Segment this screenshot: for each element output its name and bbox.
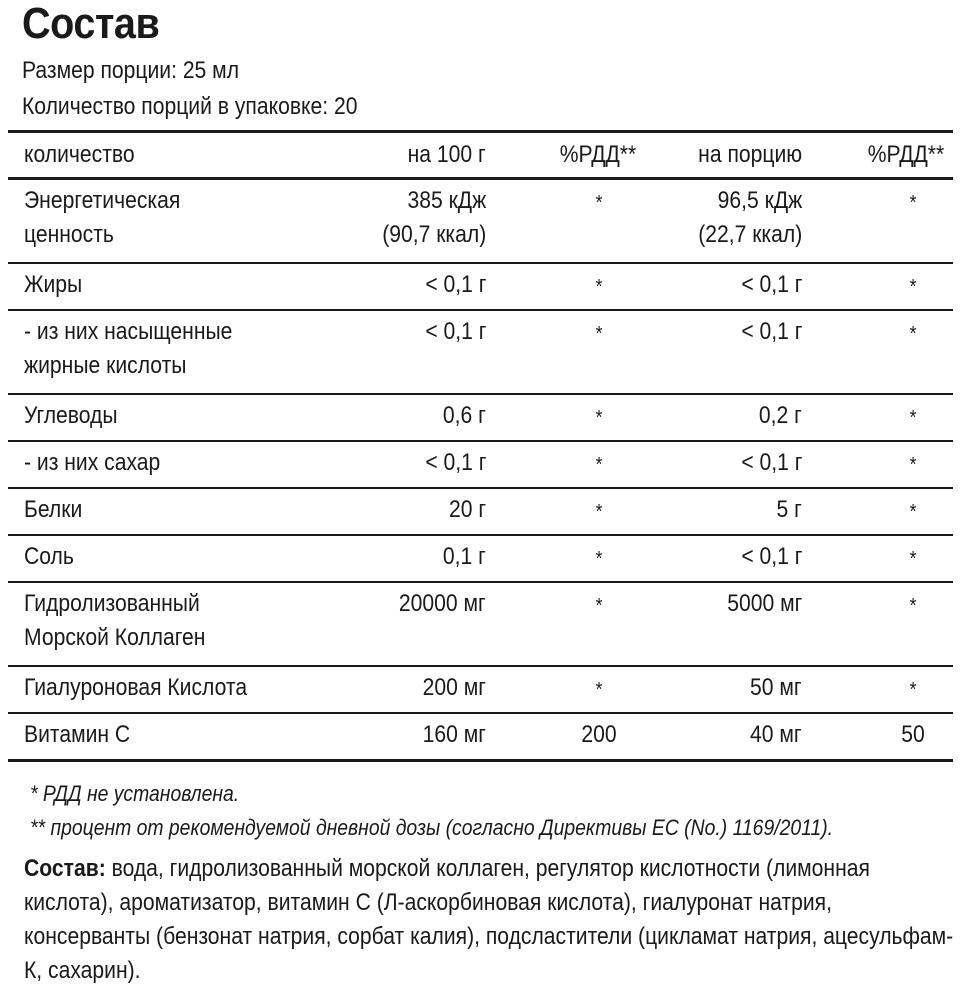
value-per-serving — [777, 493, 802, 527]
value-per-serving-line: 96,5 кДж — [717, 187, 802, 214]
value-per-serving — [750, 718, 802, 752]
value-per-100g — [425, 446, 486, 480]
header-per-serving: на порцию — [698, 141, 802, 168]
value-per-100g-line: 200 мг — [422, 674, 486, 701]
value-per-serving-line: 40 мг — [750, 721, 802, 748]
value-per-100g — [449, 493, 486, 527]
value-per-100g — [382, 184, 486, 252]
rdd-per-serving: 50 — [901, 721, 925, 748]
value-per-100g-line: (90,7 ккал) — [381, 221, 486, 248]
value-per-100g — [443, 540, 486, 574]
value-per-serving-line: 5000 мг — [726, 590, 802, 617]
table-row — [8, 583, 953, 667]
nutrient-name — [24, 184, 180, 252]
nutrient-name-line: Энергетическая — [24, 187, 181, 214]
rdd-per-100g: * — [595, 679, 603, 701]
nutrient-name-line: Гидролизованный — [24, 590, 200, 617]
footnote-rdd-definition: ** процент от рекомендуемой дневной дозы (согласно Директивы ЕС (No.) 1169/2011). — [30, 815, 834, 840]
value-per-serving — [698, 184, 802, 252]
nutrient-name — [24, 315, 232, 383]
nutrient-name-line: Белки — [24, 496, 83, 523]
value-per-serving — [759, 399, 802, 433]
nutrient-name-line: - из них сахар — [24, 449, 161, 476]
table-row — [8, 667, 953, 714]
nutrient-name-line: Витамин С — [24, 721, 131, 748]
header-rdd2: %РДД** — [867, 141, 945, 168]
value-per-100g-line: 0,6 г — [443, 402, 486, 429]
value-per-serving — [741, 540, 802, 574]
value-per-serving-line: < 0,1 г — [740, 271, 802, 298]
value-per-serving — [741, 446, 802, 480]
rdd-per-serving: * — [909, 192, 917, 214]
value-per-100g — [423, 671, 486, 705]
value-per-100g-line: 20 г — [448, 496, 486, 523]
nutrient-name-line: - из них насыщенные — [24, 318, 233, 345]
header-name: количество — [24, 141, 135, 168]
nutrient-name — [24, 399, 118, 433]
value-per-100g-line: 385 кДж — [407, 187, 486, 214]
ingredients-text — [24, 852, 957, 988]
table-row — [8, 536, 953, 583]
header-rdd1: %РДД** — [559, 141, 637, 168]
header-per100: на 100 г — [407, 141, 486, 168]
table-row — [8, 264, 953, 311]
value-per-serving — [750, 671, 802, 705]
rdd-per-serving: * — [909, 454, 917, 476]
value-per-100g — [425, 315, 486, 349]
nutrient-name — [24, 718, 130, 752]
value-per-100g-line: < 0,1 г — [424, 318, 486, 345]
nutrient-name — [24, 268, 82, 302]
nutrient-name — [24, 671, 247, 705]
serving-size: Размер порции: 25 мл — [22, 57, 240, 84]
value-per-serving-line: 50 мг — [750, 674, 802, 701]
ingredients-label: Состав: — [24, 855, 106, 882]
rdd-per-serving: * — [909, 276, 917, 298]
nutrient-name — [24, 446, 160, 480]
value-per-serving-line: 0,2 г — [759, 402, 802, 429]
table-row — [8, 180, 953, 264]
table-header-row — [8, 133, 953, 180]
value-per-100g-line: 160 мг — [422, 721, 486, 748]
rdd-per-100g: * — [595, 323, 603, 345]
value-per-100g — [423, 718, 486, 752]
table-row — [8, 442, 953, 489]
rdd-per-serving: * — [909, 323, 917, 345]
ingredients-list: вода, гидролизованный морской коллаген, регулятор кислотности (лимонная кислота), ароматизатор, витамин С (Л-аскорбиновая кислота), гиалуронат натрия, консерванты (бензонат натрия, сорбат калия), подсластители (цикламат натрия, ацесульфам-К, сахарин). — [24, 855, 954, 984]
rdd-per-100g: * — [595, 454, 603, 476]
value-per-serving-line: < 0,1 г — [740, 318, 802, 345]
footnote-rdd-not-set: * РДД не установлена. — [30, 781, 240, 806]
nutrient-name — [24, 493, 82, 527]
table-row — [8, 714, 953, 762]
rdd-per-100g: * — [595, 407, 603, 429]
value-per-serving — [741, 315, 802, 349]
rdd-per-100g: * — [595, 501, 603, 523]
value-per-100g — [443, 399, 486, 433]
value-per-100g-line: < 0,1 г — [424, 271, 486, 298]
value-per-serving-line: < 0,1 г — [740, 543, 802, 570]
rdd-per-serving: * — [909, 501, 917, 523]
value-per-100g-line: 0,1 г — [443, 543, 486, 570]
value-per-100g — [425, 268, 486, 302]
rdd-per-100g: * — [595, 192, 603, 214]
rdd-per-serving: * — [909, 548, 917, 570]
value-per-serving — [741, 268, 802, 302]
nutrient-name — [24, 540, 74, 574]
nutrient-name — [24, 587, 205, 655]
table-row — [8, 311, 953, 395]
value-per-100g-line: < 0,1 г — [424, 449, 486, 476]
value-per-100g-line: 20000 мг — [399, 590, 486, 617]
rdd-per-100g: 200 — [581, 721, 617, 748]
nutrient-name-line: Морской Коллаген — [24, 624, 206, 651]
table-row — [8, 395, 953, 442]
value-per-serving-line: (22,7 ккал) — [697, 221, 802, 248]
page-title: Состав — [22, 0, 160, 48]
value-per-serving-line: < 0,1 г — [740, 449, 802, 476]
value-per-100g — [399, 587, 486, 621]
nutrient-name-line: жирные кислоты — [24, 352, 187, 379]
rdd-per-100g: * — [595, 548, 603, 570]
nutrient-name-line: Углеводы — [24, 402, 118, 429]
nutrient-name-line: Жиры — [24, 271, 83, 298]
value-per-serving — [727, 587, 802, 621]
servings-per-pack: Количество порций в упаковке: 20 — [22, 93, 358, 120]
nutrient-name-line: ценность — [24, 221, 114, 248]
table-row — [8, 489, 953, 536]
rdd-per-serving: * — [909, 679, 917, 701]
nutrient-name-line: Соль — [24, 543, 74, 570]
rdd-per-serving: * — [909, 595, 917, 617]
rdd-per-100g: * — [595, 276, 603, 298]
rdd-per-serving: * — [909, 407, 917, 429]
value-per-serving-line: 5 г — [776, 496, 802, 523]
rdd-per-100g: * — [595, 595, 603, 617]
nutrient-name-line: Гиалуроновая Кислота — [24, 674, 248, 701]
